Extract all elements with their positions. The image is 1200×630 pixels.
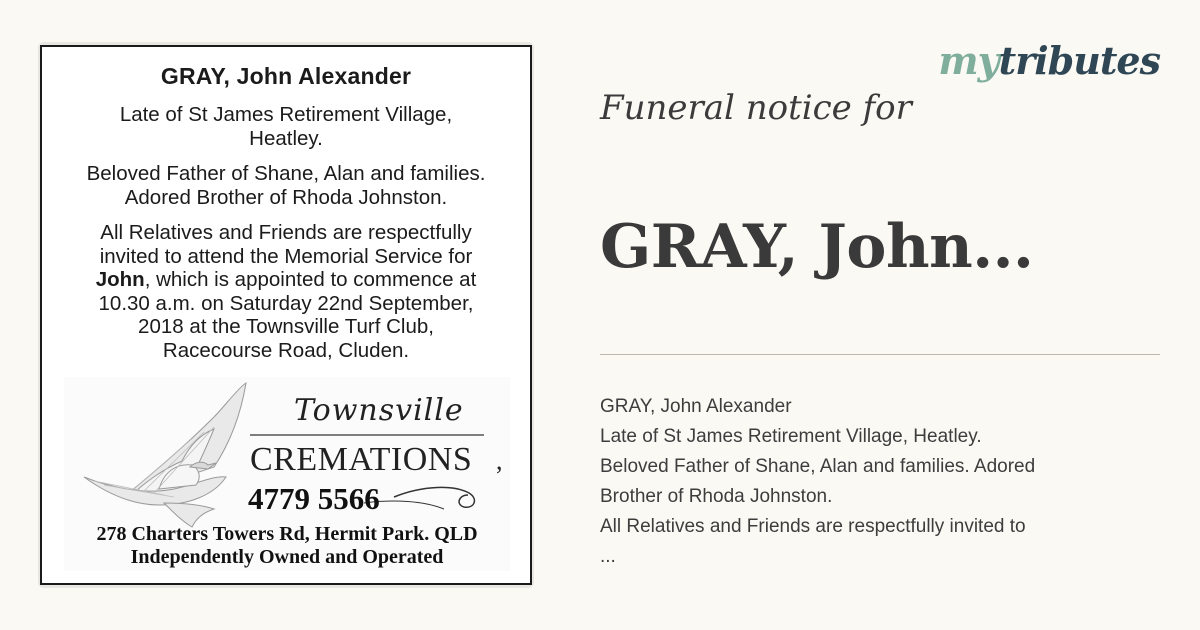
logo-part-my: my — [938, 38, 999, 83]
mytributes-logo[interactable] — [938, 38, 1160, 83]
notice-excerpt — [600, 392, 1140, 572]
excerpt-line: Late of St James Retirement Village, Heatley. — [600, 426, 982, 447]
notice-service-text: , which is appointed to commence at — [144, 268, 477, 291]
divider — [600, 354, 1160, 355]
notice-residence-line: Heatley. — [249, 126, 323, 150]
notice-title: GRAY, John Alexander — [160, 63, 412, 89]
notice-service-line: All Relatives and Friends are respectfully — [100, 221, 472, 244]
notice-residence — [42, 103, 530, 150]
excerpt-line: All Relatives and Friends are respectfully invited to — [600, 516, 1026, 537]
ad-tagline: Independently Owned and Operated — [130, 546, 444, 568]
notice-family — [42, 162, 530, 209]
ad-brand-script: Townsville — [294, 393, 464, 428]
excerpt-ellipsis: ... — [600, 546, 616, 567]
notice-service-details — [42, 221, 530, 362]
notice-service-line: 2018 at the Townsville Turf Club, — [138, 315, 434, 338]
notice-service-line: 10.30 a.m. on Saturday 22nd September, — [98, 291, 474, 315]
deceased-name: GRAY, John... — [600, 212, 1034, 282]
svg-text:,: , — [496, 446, 503, 475]
ad-brand-name: CREMATIONS — [250, 441, 473, 478]
notice-service-line — [42, 268, 530, 292]
ad-address: 278 Charters Towers Rd, Hermit Park. QLD — [96, 523, 478, 545]
page-heading: Funeral notice for — [600, 88, 912, 128]
funeral-notice-image — [40, 45, 532, 585]
notice-family-line: Beloved Father of Shane, Alan and families. — [86, 162, 486, 185]
notice-name-bold: John — [95, 268, 145, 291]
excerpt-line: Beloved Father of Shane, Alan and families. Adored — [600, 456, 1036, 477]
notice-family-line: Adored Brother of Rhoda Johnston. — [124, 185, 448, 209]
excerpt-line: Brother of Rhoda Johnston. — [600, 486, 833, 507]
notice-residence-line: Late of St James Retirement Village, — [119, 103, 453, 126]
notice-service-line: invited to attend the Memorial Service for — [99, 244, 473, 268]
ad-phone-number: 4779 5566 — [248, 481, 380, 516]
excerpt-line: GRAY, John Alexander — [600, 396, 792, 417]
crematorium-advertisement — [64, 377, 510, 571]
logo-part-tributes: tributes — [998, 38, 1160, 83]
notice-service-line: Racecourse Road, Cluden. — [162, 338, 410, 362]
